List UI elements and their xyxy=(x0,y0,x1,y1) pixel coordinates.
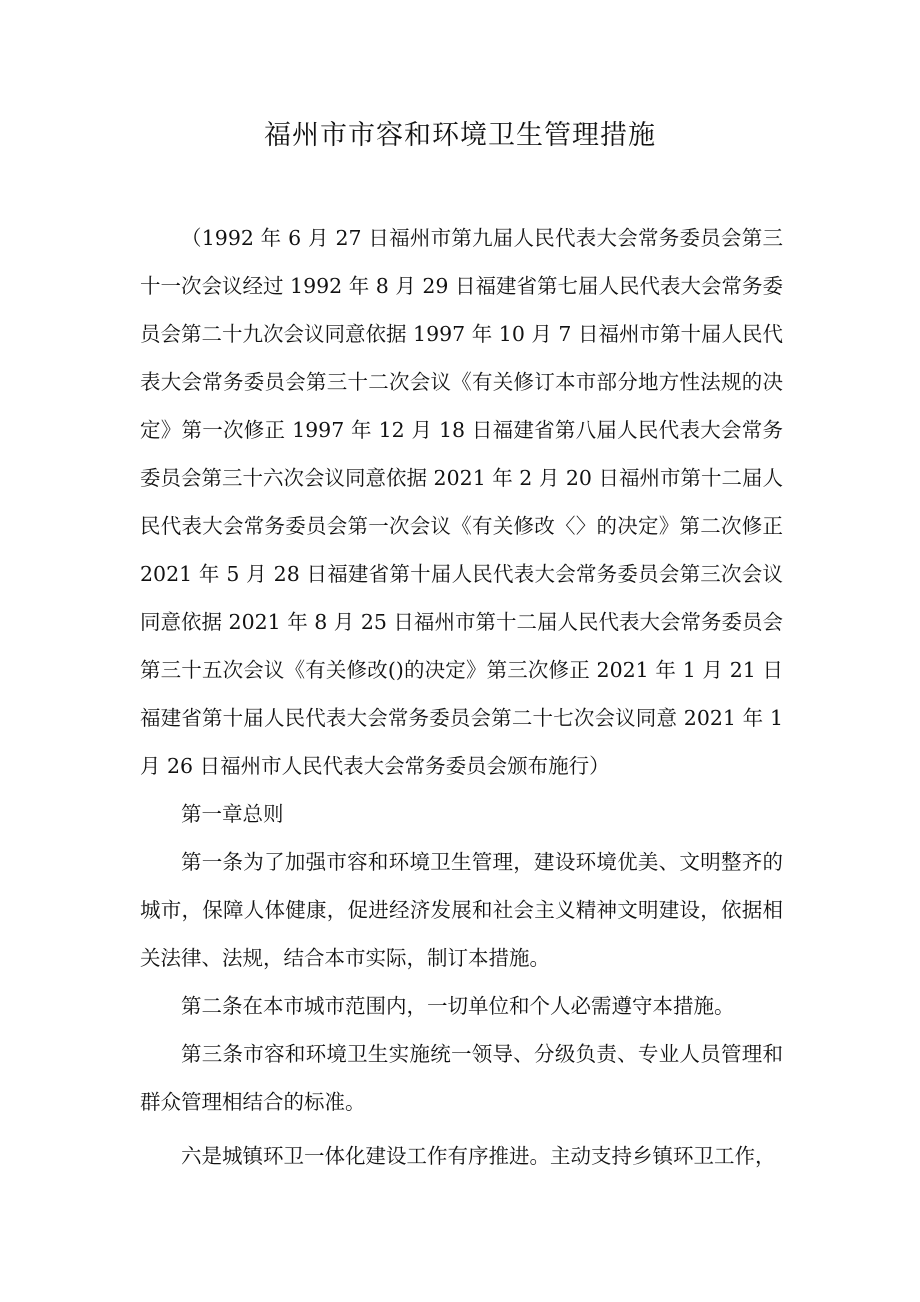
document-title: 福州市市容和环境卫生管理措施 xyxy=(264,120,656,151)
paragraph-article-1: 第一条为了加强市容和环境卫生管理，建设环境优美、文明整齐的城市，保障人体健康，促进经济发展和社会主义精神文明建设，依据相关法律、法规，结合本市实际，制订本措施。 xyxy=(140,850,783,970)
paragraph-article-3: 第三条市容和环境卫生实施统一领导、分级负责、专业人员管理和群众管理相结合的标准。 xyxy=(140,1042,783,1114)
paragraph-chapter-heading: 第一章总则 xyxy=(181,802,284,826)
paragraph-preamble: （1992 年 6 月 27 日福州市第九届人民代表大会常务委员会第三十一次会议经过 1992 年 8 月 29 日福建省第七届人民代表大会常务委员会第二十九次会议同意依据 1997 年 10 月 7 日福州市第十届人民代表大会常务委员会第三十二次会议《有关修订本市部分地方性法规的决定》第一次修正 1997 年 12 月 18 日福建省第八届人民代表大会常务委员会第三十六次会议同意依据 2021 年 2 月 20 日福州市第十二届人民代表大会常务委员会第一次会议《有关修改〈〉的决定》第二次修正 2021 年 5 月 28 日福建省第十届人民代表大会常务委员会第三次会议同意依据 2021 年 8 月 25 日福州市第十二届人民代表大会常务委员会第三十五次会议《有关修改()的决定》第三次修正 2021 年 1 月 21 日福建省第十届人民代表大会常务委员会第二十七次会议同意 2021 年 1 月 26 日福州市人民代表大会常务委员会颁布施行） xyxy=(140,226,783,778)
paragraph-article-2: 第二条在本市城市范围内，一切单位和个人必需遵守本措施。 xyxy=(181,994,735,1018)
paragraph-item-6: 六是城镇环卫一体化建设工作有序推进。主动支持乡镇环卫工作， xyxy=(181,1144,776,1168)
document-body xyxy=(140,214,783,1180)
